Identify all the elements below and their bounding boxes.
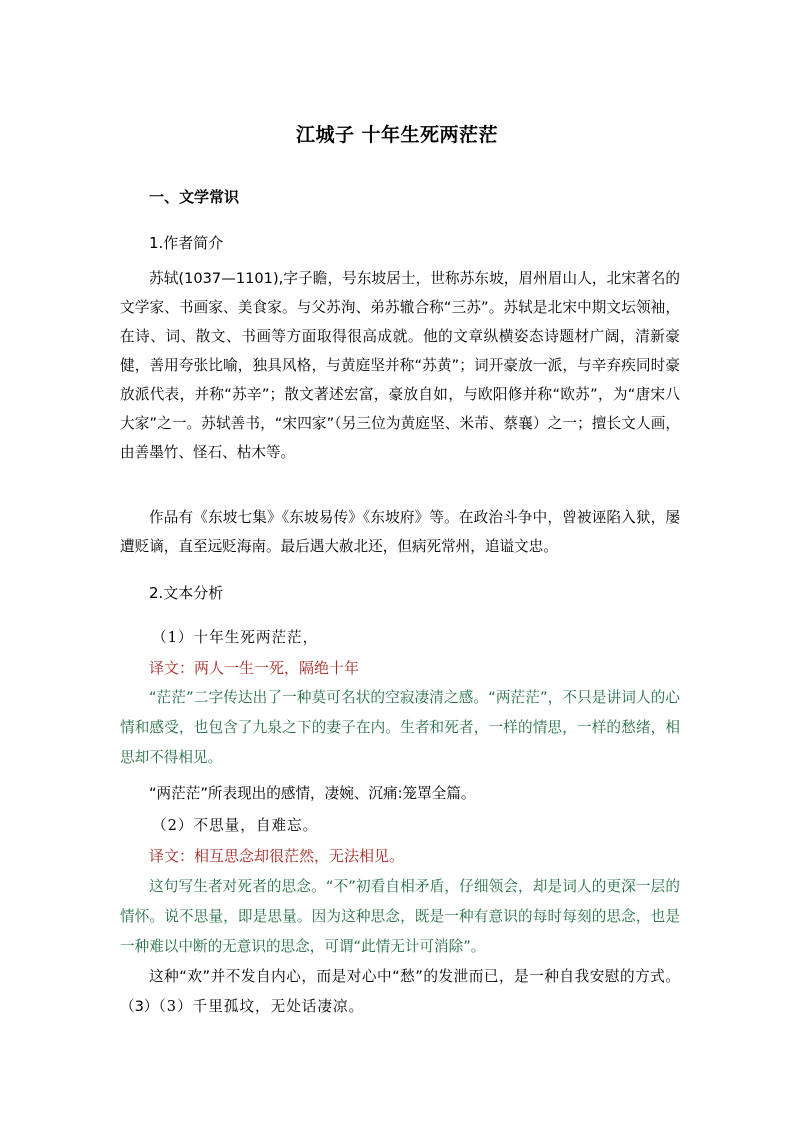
poem-line-2: （2）不思量，自难忘。 [152, 817, 319, 834]
poem-line-3: （3）千里孤坟，无处话凄凉。 [158, 998, 365, 1015]
analysis-paragraph-2: 这句写生者对死者的思念。“不”初看自相矛盾，仔细领会，却是词人的更深一层的情怀。说不思量，即是思量。因为这种思念，既是一种有意识的每时每刻的思念，也是一种难以中断的无意识的思念，可谓“此情无计可消除”。 [120, 878, 680, 955]
author-works-paragraph: 作品有《东坡七集》《东坡易传》《东坡府》等。在政治斗争中，曾被诬陷入狱，屡遭贬谪，直至远贬海南。最后遇大赦北还，但病死常州，追谥文忠。 [120, 509, 680, 555]
translation-1: 译文：两人一生一死，隔绝十年 [149, 659, 360, 677]
analysis-paragraph-3-text: 这种“欢”并不发自内心，而是对心中“愁”的发泄而已，是一种自我安慰的方式。（3） [120, 968, 680, 1015]
analysis-paragraph-1b: “两茫茫”所表现出的感情，凄婉、沉痛:笼罩全篇。 [149, 785, 476, 802]
author-intro-paragraph: 苏轼(1037—1101),字子瞻，号东坡居士，世称苏东坡，眉州眉山人，北宋著名的文学家、书画家、美食家。与父苏洵、弟苏辙合称“三苏”。苏轼是北宋中期文坛领袖，在诗、词、散文、书画等方面取得很高成就。他的文章纵横姿态诗题材广阔，清新豪健，善用夸张比喻，独具风格，与黄庭坚并称“苏黄”；词开豪放一派，与辛弃疾同时豪放派代表，并称“苏辛”；散文著述宏富，豪放自如，与欧阳修并称“欧苏”，为“唐宋八大家”之一。苏轼善书，“宋四家”（另三位为黄庭坚、米芾、蔡襄）之一；擅长文人画，由善墨竹、怪石、枯木等。 [120, 270, 680, 461]
analysis-paragraph-3 [120, 962, 680, 1022]
subheading-text-analysis: 2.文本分析 [149, 584, 224, 602]
translation-2: 译文：相互思念却很茫然，无法相见。 [149, 847, 405, 865]
document-title: 江城子 十年生死两茫茫 [295, 124, 499, 146]
analysis-paragraph-1: “茫茫”二字传达出了一种莫可名状的空寂凄清之感。“两茫茫”，不只是讲词人的心情和感受，也包含了九泉之下的妻子在内。生者和死者，一样的情思，一样的愁绪，相思却不得相见。 [120, 689, 680, 766]
subheading-author-intro: 1.作者简介 [149, 234, 224, 252]
poem-line-1: （1）十年生死两茫茫， [152, 629, 319, 646]
section-heading-literary-knowledge: 一、文学常识 [149, 188, 240, 206]
